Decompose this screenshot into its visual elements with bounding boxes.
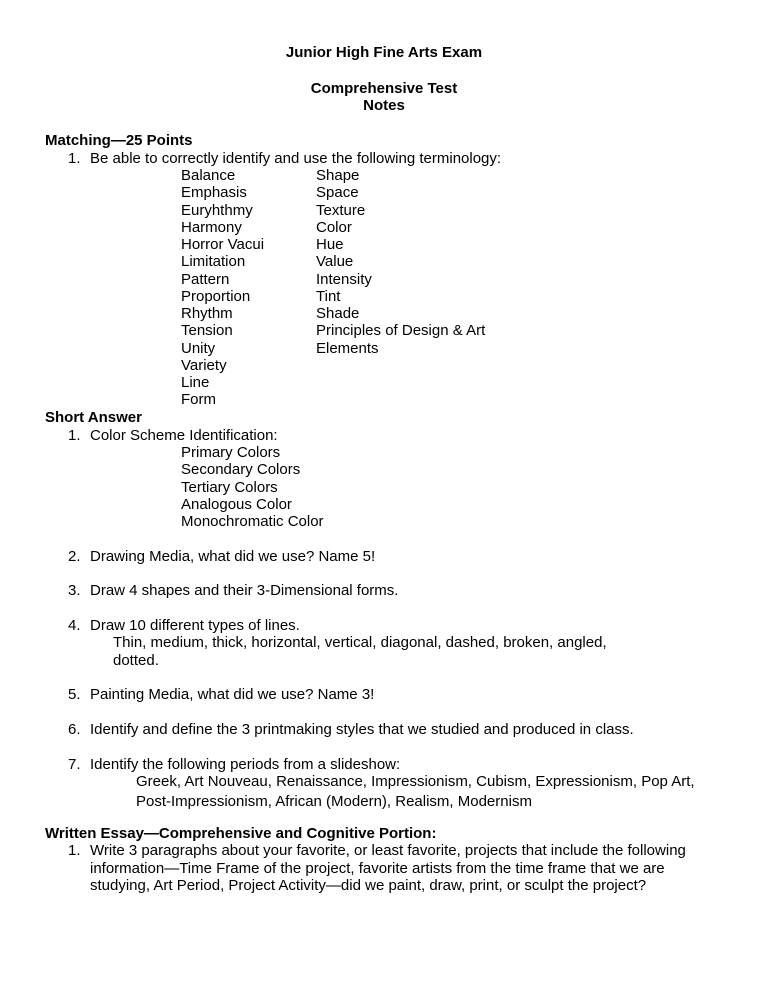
sa-q4-line-types: Thin, medium, thick, horizontal, vertical, diagonal, dashed, broken, angled, xyxy=(113,634,607,651)
term-proportion: Proportion xyxy=(181,288,251,305)
page-subtitle-notes: Notes xyxy=(363,97,405,114)
term-harmony: Harmony xyxy=(181,219,242,236)
sa-q4-text: Draw 10 different types of lines. xyxy=(90,617,300,634)
term-tint: Tint xyxy=(316,288,341,305)
essay-heading: Written Essay—Comprehensive and Cognitive Portion: xyxy=(45,825,437,842)
sa-q6-number: 6. xyxy=(68,721,81,738)
matching-heading: Matching—25 Points xyxy=(45,132,193,149)
term-unity: Unity xyxy=(181,340,216,357)
sa-q7-number: 7. xyxy=(68,756,81,773)
term-limitation: Limitation xyxy=(181,253,246,270)
term-shade: Shade xyxy=(316,305,360,322)
sa-q1-number: 1. xyxy=(68,427,81,444)
term-form: Form xyxy=(181,391,216,408)
term-emphasis: Emphasis xyxy=(181,184,247,201)
short-answer-heading: Short Answer xyxy=(45,409,142,426)
color-monochromatic: Monochromatic Color xyxy=(181,513,324,530)
page-subtitle: Comprehensive Test xyxy=(310,80,458,97)
term-rhythm: Rhythm xyxy=(181,305,233,322)
sa-q5-number: 5. xyxy=(68,686,81,703)
term-hue: Hue xyxy=(316,236,344,253)
color-primary: Primary Colors xyxy=(181,444,281,461)
essay-q1-line1: Write 3 paragraphs about your favorite, or least favorite, projects that include the following xyxy=(90,842,686,859)
sa-q3-number: 3. xyxy=(68,582,81,599)
essay-q1-line2: information—Time Frame of the project, favorite artists from the time frame that we are xyxy=(90,860,665,877)
term-principles: Principles of Design & Art xyxy=(316,322,486,339)
term-balance: Balance xyxy=(181,167,236,184)
page-title: Junior High Fine Arts Exam xyxy=(285,44,483,61)
color-secondary: Secondary Colors xyxy=(181,461,301,478)
sa-q4-line-types-cont: dotted. xyxy=(113,652,159,669)
term-horror-vacui: Horror Vacui xyxy=(181,236,265,253)
term-tension: Tension xyxy=(181,322,233,339)
sa-q4-number: 4. xyxy=(68,617,81,634)
sa-q7-text: Identify the following periods from a slideshow: xyxy=(90,756,401,773)
term-texture: Texture xyxy=(316,202,366,219)
matching-item-text: Be able to correctly identify and use the following terminology: xyxy=(90,150,502,167)
term-pattern: Pattern xyxy=(181,271,230,288)
essay-q1-number: 1. xyxy=(68,842,81,859)
sa-q2-text: Drawing Media, what did we use? Name 5! xyxy=(90,548,376,565)
sa-q6-text: Identify and define the 3 printmaking styles that we studied and produced in class. xyxy=(90,721,634,738)
color-analogous: Analogous Color xyxy=(181,496,292,513)
term-shape: Shape xyxy=(316,167,360,184)
term-euryhthmy: Euryhthmy xyxy=(181,202,253,219)
matching-item-number: 1. xyxy=(68,150,81,167)
essay-q1-line3: studying, Art Period, Project Activity—did we paint, draw, print, or sculpt the project? xyxy=(90,877,647,894)
term-value: Value xyxy=(316,253,354,270)
sa-q3-text: Draw 4 shapes and their 3-Dimensional forms. xyxy=(90,582,399,599)
term-color: Color xyxy=(316,219,352,236)
term-space: Space xyxy=(316,184,359,201)
sa-q5-text: Painting Media, what did we use? Name 3! xyxy=(90,686,375,703)
term-elements: Elements xyxy=(316,340,379,357)
sa-q2-number: 2. xyxy=(68,548,81,565)
term-variety: Variety xyxy=(181,357,227,374)
sa-q7-periods-cont: Post-Impressionism, African (Modern), Realism, Modernism xyxy=(136,793,532,810)
sa-q1-text: Color Scheme Identification: xyxy=(90,427,278,444)
term-line: Line xyxy=(181,374,210,391)
term-intensity: Intensity xyxy=(316,271,372,288)
sa-q7-periods: Greek, Art Nouveau, Renaissance, Impressionism, Cubism, Expressionism, Pop Art, xyxy=(136,773,695,790)
color-tertiary: Tertiary Colors xyxy=(181,479,278,496)
